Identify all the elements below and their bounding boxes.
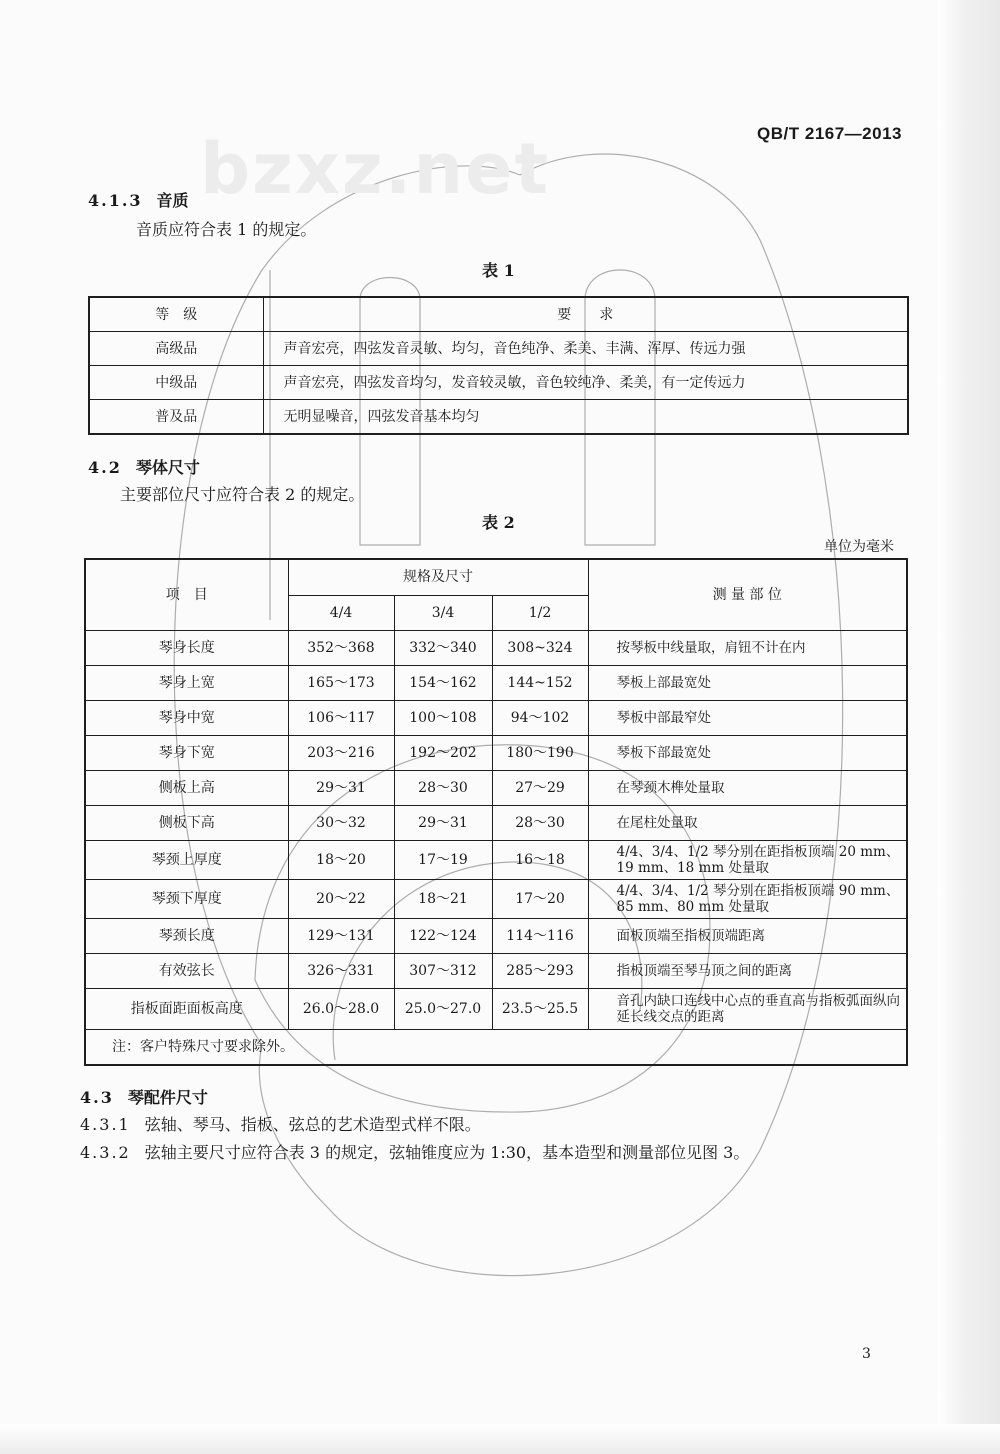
table-note: 注：客户特殊尺寸要求除外。 <box>85 1030 907 1066</box>
table-header-row <box>85 559 907 595</box>
table-2-caption: 表 2 <box>482 513 515 532</box>
table-row <box>85 989 907 1030</box>
header-requirement: 要 求 <box>263 297 908 332</box>
table-row <box>85 919 907 954</box>
standard-code: QB/T 2167—2013 <box>757 124 902 143</box>
value-cell: 26.0～28.0 <box>288 989 394 1030</box>
item-cell: 指板面距面板高度 <box>85 989 288 1030</box>
item-cell: 有效弦长 <box>85 954 288 989</box>
location-cell: 4/4、3/4、1/2 琴分别在距指板顶端 90 mm、85 mm、80 mm 处量取 <box>588 880 907 919</box>
value-cell: 326～331 <box>288 954 394 989</box>
value-cell: 106～117 <box>288 701 394 736</box>
value-cell: 18～20 <box>288 841 394 880</box>
size-4-4-header: 4/4 <box>288 595 394 631</box>
value-cell: 25.0～27.0 <box>394 989 492 1030</box>
section-number: 4.3.1 <box>80 1115 131 1134</box>
unit-label: 单位为毫米 <box>824 539 894 555</box>
value-cell: 307～312 <box>394 954 492 989</box>
section-number: 4.3.2 <box>80 1143 131 1162</box>
grade-cell: 高级品 <box>89 332 263 366</box>
section-4-3-1 <box>80 1112 481 1135</box>
section-body: 弦轴、琴马、指板、弦总的艺术造型式样不限。 <box>144 1115 481 1134</box>
item-cell: 琴颈上厚度 <box>85 841 288 880</box>
table-row <box>89 332 908 366</box>
value-cell: 94～102 <box>492 701 588 736</box>
section-title: 音质 <box>156 191 189 210</box>
location-cell: 音孔内缺口连线中心点的垂直高与指板弧面纵向延长线交点的距离 <box>588 989 907 1030</box>
location-cell: 面板顶端至指板顶端距离 <box>588 919 907 954</box>
value-cell: 30～32 <box>288 806 394 841</box>
size-3-4-header: 3/4 <box>394 595 492 631</box>
value-cell: 308~324 <box>492 631 588 666</box>
table-row <box>85 841 907 880</box>
value-cell: 144~152 <box>492 666 588 701</box>
location-cell: 琴板上部最宽处 <box>588 666 907 701</box>
grade-cell: 普及品 <box>89 400 263 435</box>
value-cell: 165～173 <box>288 666 394 701</box>
table-row <box>85 880 907 919</box>
table-row <box>85 631 907 666</box>
scan-edge-shadow <box>938 0 1000 1454</box>
value-cell: 28～30 <box>492 806 588 841</box>
value-cell: 332～340 <box>394 631 492 666</box>
section-4-3-heading <box>80 1085 208 1108</box>
location-cell: 在琴颈木榫处量取 <box>588 771 907 806</box>
table-row <box>85 736 907 771</box>
section-number: 4.1.3 <box>88 191 143 210</box>
value-cell: 203～216 <box>288 736 394 771</box>
item-cell: 琴身上宽 <box>85 666 288 701</box>
header-location: 测 量 部 位 <box>588 559 907 631</box>
value-cell: 29～31 <box>288 771 394 806</box>
value-cell: 114～116 <box>492 919 588 954</box>
value-cell: 16～18 <box>492 841 588 880</box>
section-4-2-body: 主要部位尺寸应符合表 2 的规定。 <box>120 485 365 504</box>
value-cell: 23.5～25.5 <box>492 989 588 1030</box>
scan-bottom-shadow <box>0 1424 1000 1454</box>
value-cell: 28～30 <box>394 771 492 806</box>
value-cell: 192～202 <box>394 736 492 771</box>
section-body: 弦轴主要尺寸应符合表 3 的规定，弦轴锥度应为 1:30，基本造型和测量部位见图 3。 <box>144 1143 750 1162</box>
requirement-cell: 声音宏亮，四弦发音灵敏、均匀，音色纯净、柔美、丰满、浑厚、传远力强 <box>263 332 908 366</box>
section-4-2-heading <box>88 455 200 478</box>
value-cell: 180～190 <box>492 736 588 771</box>
value-cell: 17～19 <box>394 841 492 880</box>
item-cell: 琴颈下厚度 <box>85 880 288 919</box>
location-cell: 琴板中部最窄处 <box>588 701 907 736</box>
item-cell: 琴身中宽 <box>85 701 288 736</box>
table-row <box>85 806 907 841</box>
table-row <box>85 954 907 989</box>
table-1 <box>88 296 909 435</box>
value-cell: 29～31 <box>394 806 492 841</box>
location-cell: 按琴板中线量取，肩钮不计在内 <box>588 631 907 666</box>
item-cell: 琴身长度 <box>85 631 288 666</box>
watermark-text: bzxz.net <box>200 128 551 210</box>
item-cell: 侧板上高 <box>85 771 288 806</box>
grade-cell: 中级品 <box>89 366 263 400</box>
table-header-row <box>89 297 908 332</box>
item-cell: 琴身下宽 <box>85 736 288 771</box>
section-title: 琴配件尺寸 <box>127 1088 208 1107</box>
location-cell: 4/4、3/4、1/2 琴分别在距指板顶端 20 mm、19 mm、18 mm 处量取 <box>588 841 907 880</box>
value-cell: 17～20 <box>492 880 588 919</box>
table-1-caption: 表 1 <box>482 261 515 280</box>
value-cell: 352～368 <box>288 631 394 666</box>
value-cell: 285～293 <box>492 954 588 989</box>
table-row <box>85 771 907 806</box>
value-cell: 18～21 <box>394 880 492 919</box>
header-item: 项 目 <box>85 559 288 631</box>
table-note-row <box>85 1030 907 1066</box>
header-spec: 规格及尺寸 <box>288 559 588 595</box>
table-2 <box>84 558 908 1066</box>
section-4-1-3-body: 音质应符合表 1 的规定。 <box>136 220 317 239</box>
header-grade: 等 级 <box>89 297 263 332</box>
value-cell: 154～162 <box>394 666 492 701</box>
table-row <box>85 666 907 701</box>
value-cell: 122～124 <box>394 919 492 954</box>
section-4-1-3-heading <box>88 188 189 211</box>
value-cell: 129～131 <box>288 919 394 954</box>
location-cell: 琴板下部最宽处 <box>588 736 907 771</box>
value-cell: 27～29 <box>492 771 588 806</box>
section-number: 4.3 <box>80 1088 114 1107</box>
value-cell: 20～22 <box>288 880 394 919</box>
table-row <box>89 400 908 435</box>
item-cell: 琴颈长度 <box>85 919 288 954</box>
location-cell: 指板顶端至琴马顶之间的距离 <box>588 954 907 989</box>
table-row <box>85 701 907 736</box>
requirement-cell: 声音宏亮，四弦发音均匀，发音较灵敏，音色较纯净、柔美，有一定传远力 <box>263 366 908 400</box>
section-4-3-2 <box>80 1140 749 1163</box>
page-number: 3 <box>862 1346 871 1362</box>
size-1-2-header: 1/2 <box>492 595 588 631</box>
requirement-cell: 无明显噪音，四弦发音基本均匀 <box>263 400 908 435</box>
item-cell: 侧板下高 <box>85 806 288 841</box>
section-number: 4.2 <box>88 458 122 477</box>
section-title: 琴体尺寸 <box>135 458 200 477</box>
location-cell: 在尾柱处量取 <box>588 806 907 841</box>
table-row <box>89 366 908 400</box>
value-cell: 100～108 <box>394 701 492 736</box>
